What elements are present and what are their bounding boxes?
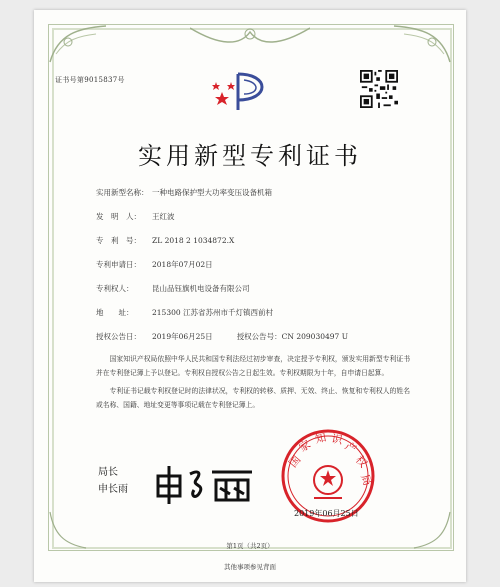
- field-label: 专利申请日：: [96, 260, 141, 269]
- field-value: 2018年07月02日: [152, 260, 213, 269]
- field-label: 专 利 号：: [96, 236, 141, 245]
- field-value: 215300 江苏省苏州市千灯镇西前村: [152, 308, 274, 317]
- field-label: 地 址：: [96, 308, 134, 317]
- field-inventor: [96, 211, 175, 222]
- field-value: 2019年06月25日: [152, 332, 213, 341]
- field-value: 王红波: [152, 212, 175, 221]
- svg-text:家: 家: [296, 437, 313, 455]
- field-application-date: [96, 259, 213, 270]
- certificate-number: 证书号第9015837号: [55, 76, 125, 84]
- field-utility-name: [96, 187, 272, 198]
- director-name: 申长雨: [98, 484, 128, 495]
- qr-code-icon: [360, 70, 398, 108]
- svg-text:权: 权: [352, 453, 370, 471]
- svg-text:局: 局: [358, 472, 375, 488]
- svg-text:国: 国: [286, 453, 304, 470]
- ornament-top-center-icon: [190, 24, 310, 48]
- field-address: [96, 307, 273, 318]
- footer-note: 其他事项参见背面: [224, 563, 276, 571]
- statement-paragraph-2: 专利证书记载专利权登记时的法律状况，专利权的转移、质押、无效、终止、恢复和专利权人的姓名或名称、国籍、地址变更等事项记载在专利登记簿上。: [96, 387, 410, 409]
- field-value: ZL 2018 2 1034872.X: [152, 236, 235, 245]
- seal-date: 2019年06月25日: [294, 509, 359, 518]
- field-value: 一种电路保护型大功率变压设备机箱: [152, 188, 272, 197]
- svg-text:知: 知: [313, 430, 328, 446]
- field-grant-number: 授权公告号：CN 209030497 U: [236, 332, 349, 341]
- field-label: 专利权人：: [96, 284, 134, 293]
- field-patent-number: [96, 235, 234, 246]
- field-label: 实用新型名称：: [96, 188, 149, 197]
- signature-icon: [150, 462, 260, 506]
- field-grant-date: [96, 331, 348, 342]
- director-title: 局长: [98, 467, 118, 478]
- ornament-top-left-icon: [48, 24, 108, 64]
- field-patentee: [96, 283, 250, 294]
- svg-text:产: 产: [342, 439, 359, 457]
- field-label: 发 明 人：: [96, 212, 141, 221]
- field-label: 授权公告日：: [96, 332, 141, 341]
- svg-text:识: 识: [330, 432, 344, 447]
- patent-logo-icon: [208, 70, 276, 114]
- ornament-top-right-icon: [392, 24, 452, 64]
- field-value: 昆山品钰旗机电设备有限公司: [152, 284, 250, 293]
- statement-paragraph-1: 国家知识产权局依照中华人民共和国专利法经过初步审查，决定授予专利权，颁发实用新型专利证书并在专利登记簿上予以登记。专利权自授权公告之日起生效。专利权期限为十年，自申请日起算。: [96, 355, 410, 377]
- page-info: 第1页（共2页）: [226, 542, 274, 550]
- certificate-title: 实用新型专利证书: [138, 142, 362, 170]
